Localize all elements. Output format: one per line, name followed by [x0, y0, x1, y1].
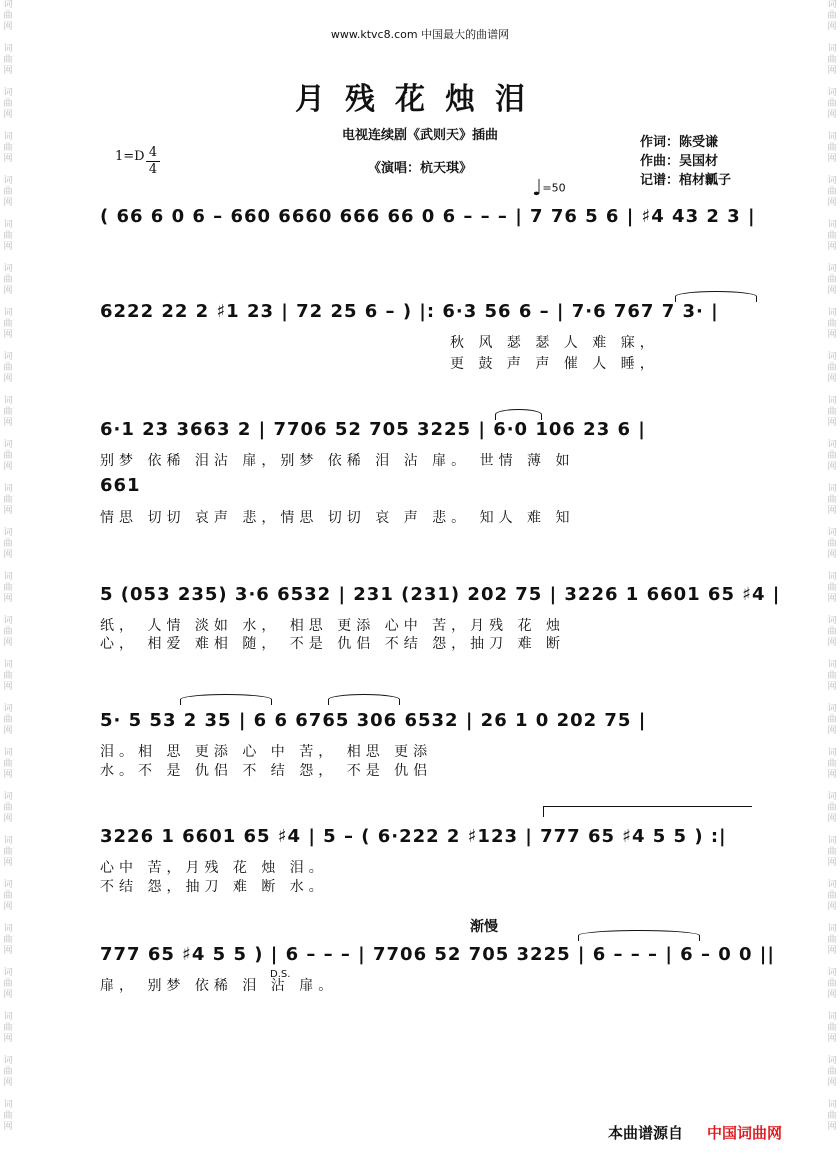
footer-brand[interactable]: 中国词曲网 — [707, 1124, 783, 1142]
watermark-left: 词 曲 网 词 曲 网 词 曲 网 词 曲 网 词 曲 网 词 曲 网 词 曲 网 词 曲 网 词 曲 网 词 曲 网 词 曲 网 词 曲 网 词 曲 网 词 曲 网 词 曲 网 词 曲 网 词 曲 网 词 曲 网 词 曲 网 词 曲 网 词 曲 网 词 曲 网 词 曲 网 词 曲 网 词 曲 网 词 曲 网 — [3, 0, 13, 1132]
slur — [578, 930, 700, 941]
lyric-verse-2: 心， 相爱 难相 随， 不是 仇侣 不结 怨，抽刀 难 断 — [100, 636, 566, 652]
slur — [675, 291, 757, 302]
lyric-verse-1: 泪。相 思 更添 心 中 苦， 相思 更添 — [100, 744, 433, 760]
watermark-right: 词 曲 网 词 曲 网 词 曲 网 词 曲 网 词 曲 网 词 曲 网 词 曲 网 词 曲 网 词 曲 网 词 曲 网 词 曲 网 词 曲 网 词 曲 网 词 曲 网 词 曲 网 词 曲 网 词 曲 网 词 曲 网 词 曲 网 词 曲 网 词 曲 网 词 曲 网 词 曲 网 词 曲 网 词 曲 网 词 曲 网 — [827, 0, 837, 1132]
volta-1 — [543, 806, 752, 817]
song-title: 月残花烛泪 — [295, 82, 545, 117]
time-signature — [146, 146, 160, 177]
composer: 作曲：吴国材 — [640, 154, 719, 169]
lyric-verse-2: 水。不 是 仇侣 不 结 怨， 不是 仇侣 — [100, 763, 433, 779]
lyric-verse-1: 纸， 人情 淡如 水， 相思 更添 心中 苦，月残 花 烛 — [100, 618, 566, 634]
tempo-value: =50 — [542, 181, 566, 195]
notes-extra: 661 — [100, 475, 141, 496]
notes: 3226 1 6601 65 ♯4 | 5 – ( 6·222 2 ♯123 | 777 65 ♯4 5 5 ) :| — [100, 826, 727, 847]
lyric-verse-2: 更 鼓 声 声 催 人 睡， — [450, 356, 659, 372]
lyric-verse-1: 秋 风 瑟 瑟 人 难 寐， — [450, 335, 659, 351]
lyricist: 作词：陈受谦 — [640, 135, 719, 150]
lyric-verse-1: 心中 苦，月残 花 烛 泪。 — [100, 860, 328, 876]
transcriber: 记谱：棺材瓤子 — [640, 173, 732, 188]
ritardando-mark: 渐慢 — [470, 919, 498, 935]
notes: 777 65 ♯4 5 5 ) | 6 – – – | 7706 52 705 3225 | 6 – – – | 6 – 0 0 || — [100, 944, 775, 965]
footer — [608, 1122, 782, 1143]
notes: 5· 5 53 2 35 | 6 6 6765 306 6532 | 26 1 0 202 75 | — [100, 710, 647, 731]
performer: 《演唱：杭天琪》 — [367, 161, 472, 176]
notes: ( 66 6 0 6 – 660 6660 666 66 0 6 – – – | 7 76 5 6 | ♯4 43 2 3 | — [100, 206, 756, 227]
notes: 6222 22 2 ♯1 23 | 72 25 6 – ) |: 6·3 56 6 – | 7·6 767 7 3· | — [100, 301, 719, 322]
slur — [180, 694, 272, 705]
time-sig-bottom: 4 — [148, 162, 158, 177]
lyric-verse-2: 不结 怨，抽刀 难 断 水。 — [100, 879, 328, 895]
lyric-verse-1: 扉， 别梦 依稀 泪 沾 扉。 — [100, 978, 338, 994]
time-sig-top: 4 — [148, 145, 158, 160]
slur — [328, 694, 400, 705]
tempo-mark — [532, 176, 566, 201]
notes: 6·1 23 3663 2 | 7706 52 705 3225 | 6·0 106 23 6 | — [100, 419, 646, 440]
notes: 5 (053 235) 3·6 6532 | 231 (231) 202 75 | 3226 1 6601 65 ♯4 | — [100, 584, 781, 605]
site-header: www.ktvc8.com 中国最大的曲谱网 — [330, 28, 510, 41]
quarter-note-icon: ♩ — [532, 176, 543, 201]
lyric-verse-1: 别梦 依稀 泪沾 扉，别梦 依稀 泪 沾 扉。 世情 薄 如 — [100, 453, 575, 469]
footer-label: 本曲谱源自 — [608, 1124, 684, 1142]
key-signature: 1=D — [115, 149, 145, 164]
slur — [495, 409, 542, 420]
credits — [640, 133, 731, 190]
subtitle: 电视连续剧《武则天》插曲 — [341, 128, 498, 143]
lyric-verse-2: 情思 切切 哀声 悲，情思 切切 哀 声 悲。 知人 难 知 — [100, 510, 575, 526]
dal-segno: D.S. — [270, 969, 291, 980]
